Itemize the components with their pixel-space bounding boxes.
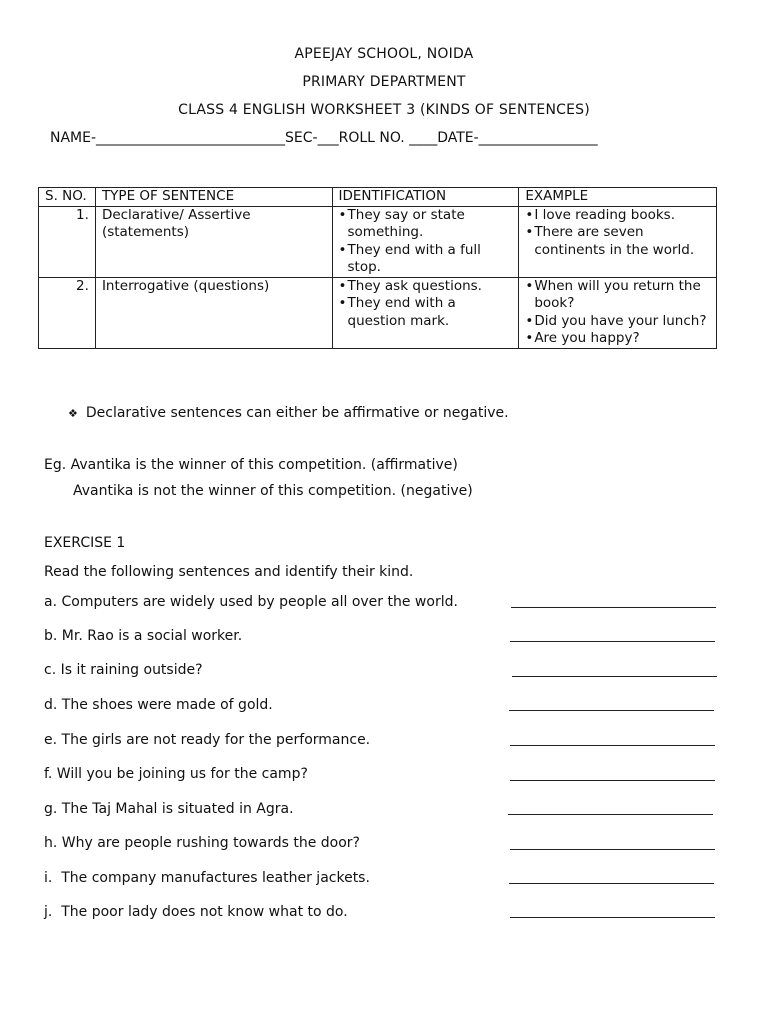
list-item: • I love reading books. bbox=[525, 207, 710, 225]
list-item: • They end with a question mark. bbox=[339, 295, 513, 330]
table-row bbox=[39, 277, 717, 348]
question-h: h. Why are people rushing towards the door? bbox=[44, 835, 360, 851]
diamond-bullet-icon: ❖ bbox=[68, 407, 78, 420]
question-i: i. The company manufactures leather jackets. bbox=[44, 870, 370, 886]
question-e: e. The girls are not ready for the performance. bbox=[44, 732, 371, 748]
answer-blank-c[interactable] bbox=[512, 676, 717, 677]
note-line bbox=[68, 405, 509, 421]
example-negative: Avantika is not the winner of this competition. (negative) bbox=[73, 483, 473, 499]
answer-blank-a[interactable] bbox=[511, 607, 716, 608]
list-item: • There are seven continents in the world. bbox=[525, 224, 710, 259]
row-number: 2. bbox=[39, 277, 96, 348]
row-number: 1. bbox=[39, 206, 96, 277]
student-details-line: NAME-___________________________SEC-___ROLL NO. ____DATE-_________________ bbox=[50, 130, 598, 146]
list-item: • They say or state something. bbox=[339, 207, 513, 242]
answer-blank-e[interactable] bbox=[510, 745, 715, 746]
question-f: f. Will you be joining us for the camp? bbox=[44, 766, 308, 782]
example-cell bbox=[519, 206, 717, 277]
header-identification: IDENTIFICATION bbox=[332, 188, 519, 207]
worksheet-title: CLASS 4 ENGLISH WORKSHEET 3 (KINDS OF SENTENCES) bbox=[178, 102, 590, 118]
list-item: • Did you have your lunch? bbox=[525, 313, 710, 331]
department-name: PRIMARY DEPARTMENT bbox=[302, 74, 466, 90]
sentence-type: Interrogative (questions) bbox=[95, 277, 332, 348]
answer-blank-d[interactable] bbox=[509, 710, 714, 711]
answer-blank-j[interactable] bbox=[510, 917, 715, 918]
question-d: d. The shoes were made of gold. bbox=[44, 697, 273, 713]
sentence-type: Declarative/ Assertive (statements) bbox=[95, 206, 332, 277]
header-sno: S. NO. bbox=[39, 188, 96, 207]
list-item: • Are you happy? bbox=[525, 330, 710, 348]
answer-blank-h[interactable] bbox=[510, 849, 715, 850]
school-name: APEEJAY SCHOOL, NOIDA bbox=[294, 46, 474, 62]
exercise-title: EXERCISE 1 bbox=[44, 535, 126, 551]
question-c: c. Is it raining outside? bbox=[44, 662, 203, 678]
answer-blank-g[interactable] bbox=[508, 814, 713, 815]
exercise-instruction: Read the following sentences and identify their kind. bbox=[44, 564, 414, 580]
list-item: • They ask questions. bbox=[339, 278, 513, 296]
answer-blank-i[interactable] bbox=[509, 883, 714, 884]
table-row bbox=[39, 206, 717, 277]
question-b: b. Mr. Rao is a social worker. bbox=[44, 628, 243, 644]
answer-blank-f[interactable] bbox=[510, 780, 715, 781]
answer-blank-b[interactable] bbox=[510, 641, 715, 642]
note-text: Declarative sentences can either be affirmative or negative. bbox=[85, 405, 509, 421]
list-item: • They end with a full stop. bbox=[339, 242, 513, 277]
example-affirmative: Eg. Avantika is the winner of this competition. (affirmative) bbox=[44, 457, 458, 473]
question-j: j. The poor lady does not know what to do. bbox=[44, 904, 348, 920]
example-cell bbox=[519, 277, 717, 348]
header-type: TYPE OF SENTENCE bbox=[95, 188, 332, 207]
question-g: g. The Taj Mahal is situated in Agra. bbox=[44, 801, 294, 817]
table-header-row bbox=[39, 188, 717, 207]
kinds-of-sentences-table bbox=[38, 187, 717, 349]
identification-cell bbox=[332, 277, 519, 348]
question-a: a. Computers are widely used by people all over the world. bbox=[44, 594, 458, 610]
list-item: • When will you return the book? bbox=[525, 278, 710, 313]
identification-cell bbox=[332, 206, 519, 277]
header-example: EXAMPLE bbox=[519, 188, 717, 207]
